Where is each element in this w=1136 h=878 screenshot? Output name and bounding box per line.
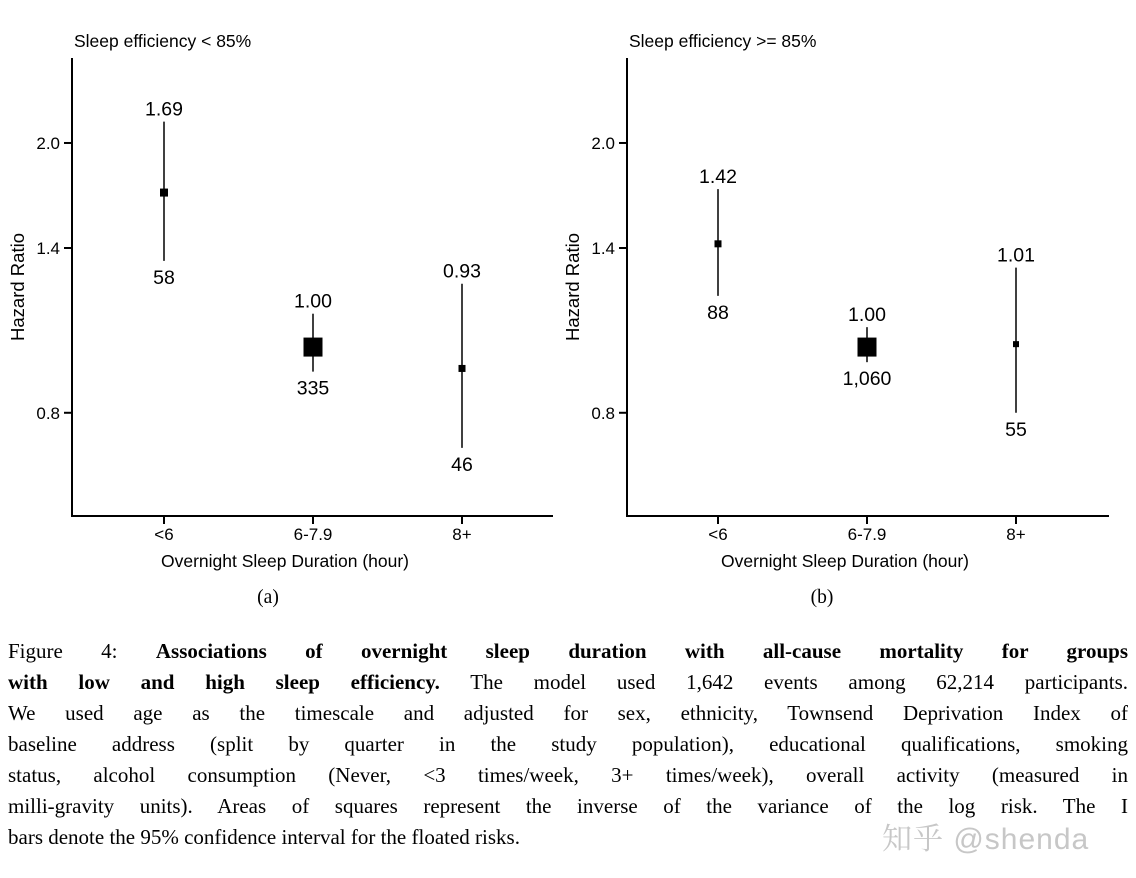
events-label: 58 (153, 266, 175, 289)
y-axis-label: Hazard Ratio (7, 233, 28, 341)
hr-label: 1.00 (848, 304, 886, 327)
x-axis-label: Overnight Sleep Duration (hour) (160, 551, 410, 571)
y-tick-label: 2.0 (36, 133, 60, 153)
caption-line (8, 729, 1128, 760)
point-marker (1013, 341, 1019, 347)
sub-caption: (a) (257, 587, 279, 608)
panel-title: Sleep efficiency < 85% (74, 31, 252, 51)
y-tick-label: 1.4 (36, 239, 60, 258)
caption-segment: Figure 4: (8, 639, 156, 663)
caption-segment: with low and high sleep efficiency. (8, 670, 440, 694)
caption-segment: milli-gravity units). Areas of squares represent the inverse of the variance of the log risk. The I (8, 794, 1128, 818)
x-tick-label: <6 (154, 525, 174, 544)
x-tick-label: 6-7.9 (293, 525, 333, 544)
point-marker (715, 240, 722, 247)
events-label: 46 (451, 453, 473, 476)
point-marker (459, 365, 466, 372)
x-axis-label: Overnight Sleep Duration (hour) (720, 551, 970, 571)
caption-segment: We used age as the timescale and adjusted for sex, ethnicity, Townsend Deprivation Index of (8, 701, 1128, 725)
panel-title: Sleep efficiency >= 85% (629, 31, 817, 51)
x-tick-label: 8+ (1006, 525, 1026, 544)
y-tick-label: 1.4 (591, 239, 615, 258)
hr-label: 1.42 (699, 166, 737, 189)
events-label: 1,060 (842, 368, 892, 391)
caption-line (8, 698, 1128, 729)
caption-line (8, 636, 1128, 667)
caption-segment: Associations of overnight sleep duration with all-cause mortality for groups (155, 639, 1128, 663)
watermark: 知乎 @shenda (882, 823, 1090, 856)
events-label: 335 (296, 377, 330, 400)
point-marker (160, 189, 168, 197)
y-axis-label: Hazard Ratio (562, 233, 583, 341)
hr-label: 0.93 (443, 260, 481, 283)
hr-label: 1.00 (294, 290, 332, 313)
events-label: 55 (1005, 418, 1027, 441)
y-tick-label: 2.0 (591, 133, 615, 153)
x-tick-label: 6-7.9 (847, 525, 887, 544)
caption-segment: status, alcohol consumption (Never, <3 times/week, 3+ times/week), overall activity (measured in (8, 763, 1128, 787)
x-tick-label: <6 (708, 525, 728, 544)
chart-panel-a (7, 31, 553, 608)
caption-segment: baseline address (split by quarter in the study population), educational qualifications, smoking (8, 732, 1128, 756)
x-tick-label: 8+ (452, 525, 472, 544)
point-marker (858, 338, 877, 357)
caption-line (8, 667, 1128, 698)
hr-label: 1.01 (997, 244, 1035, 267)
chart-panel-b (562, 31, 1109, 608)
y-tick-label: 0.8 (36, 403, 60, 423)
y-tick-label: 0.8 (591, 403, 615, 423)
caption-segment: bars denote the 95% confidence interval for the floated risks. (8, 825, 520, 849)
events-label: 88 (707, 301, 729, 324)
caption-segment: The model used 1,642 events among 62,214 participants. (439, 670, 1128, 694)
sub-caption: (b) (810, 587, 834, 608)
hr-label: 1.69 (145, 98, 183, 121)
caption-line (8, 760, 1128, 791)
point-marker (304, 338, 323, 357)
